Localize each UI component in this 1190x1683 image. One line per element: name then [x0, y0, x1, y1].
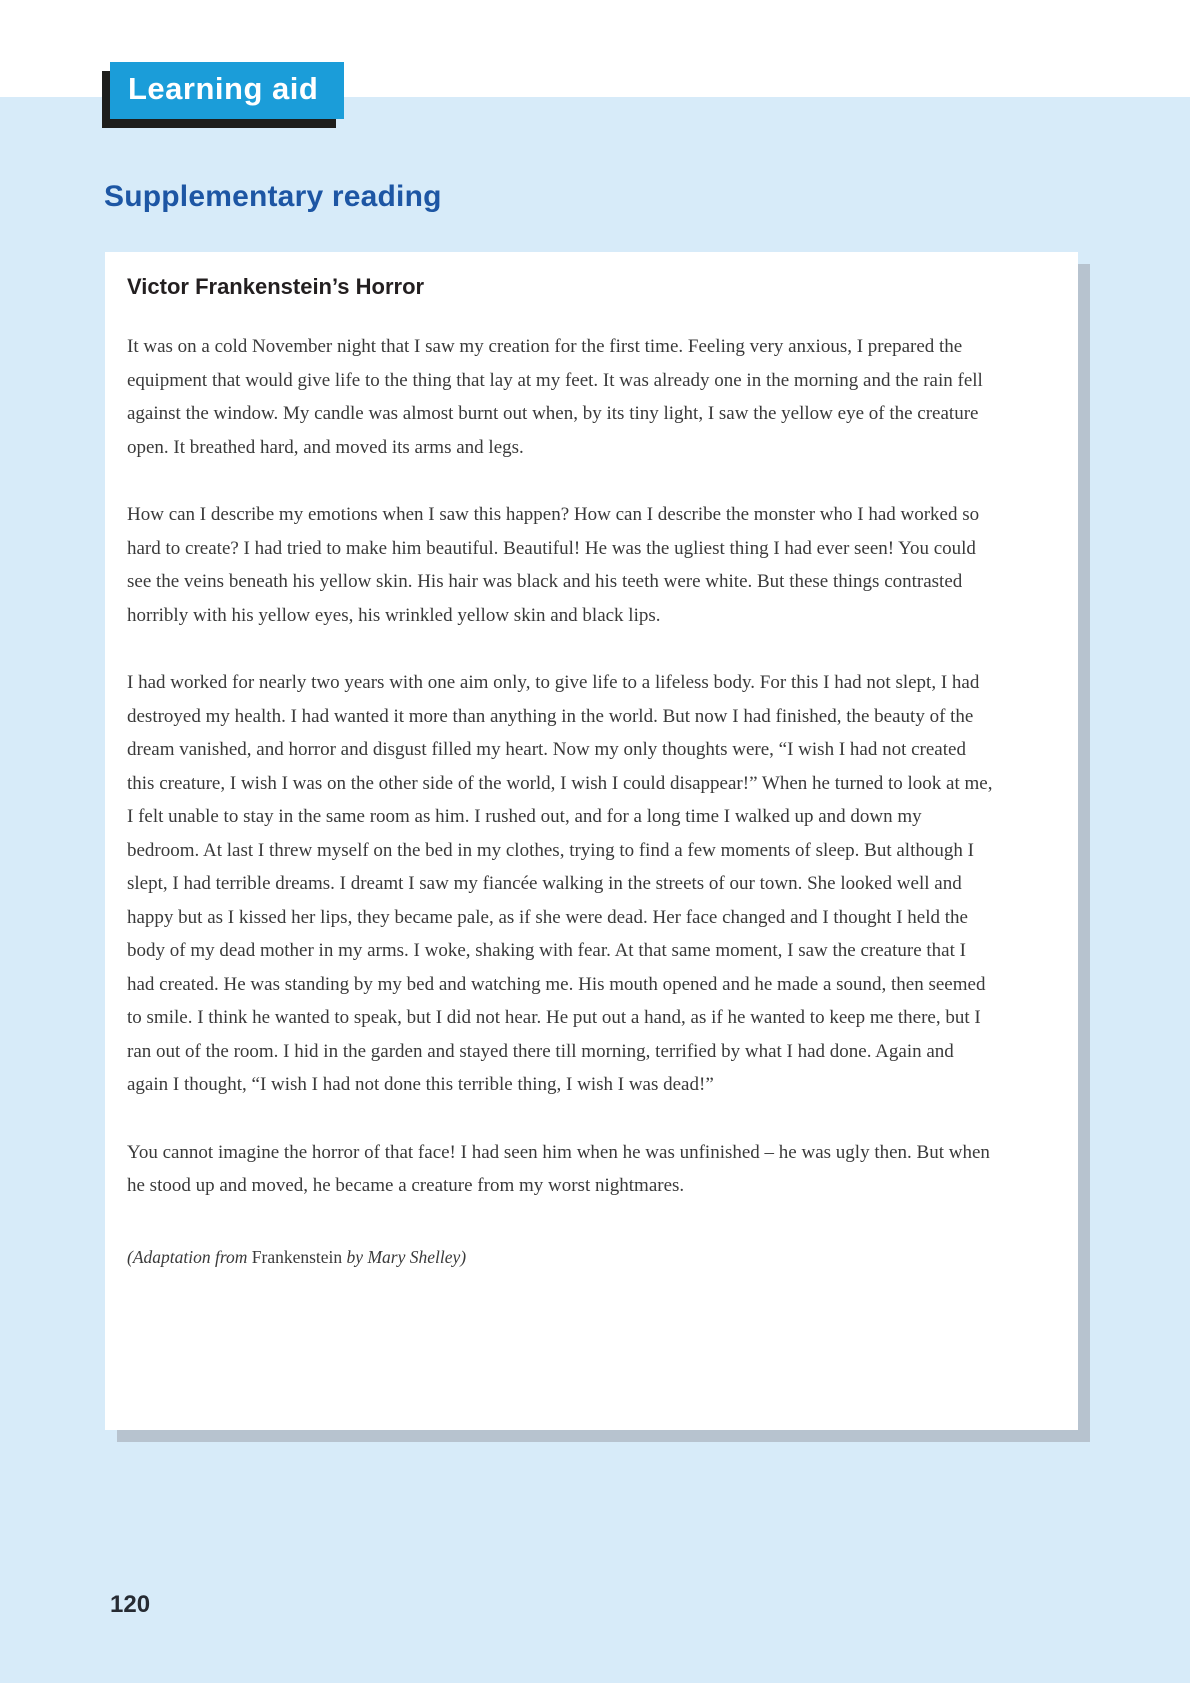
reading-body	[127, 330, 994, 1203]
attribution-suffix: by Mary Shelley)	[342, 1246, 467, 1267]
attribution	[127, 1247, 994, 1268]
section-title: Supplementary reading	[104, 180, 442, 214]
reading-title: Victor Frankenstein’s Horror	[127, 274, 425, 299]
reading-paragraph-3: I had worked for nearly two years with one aim only, to give life to a lifeless body. For this I had not slept, I had destroyed my health. I had wanted it more than anything in the world. But now I had finished, the beauty of the dream vanished, and horror and disgust filled my heart. Now my only thoughts were, “I wish I had not created this creature, I wish I was on the other side of the world, I wish I could disappear!” When he turned to look at me, I felt unable to stay in the same room as him. I rushed out, and for a long time I walked up and down my bedroom. At last I threw myself on the bed in my clothes, trying to find a few moments of sleep. But although I slept, I had terrible dreams. I dreamt I saw my fiancée walking in the streets of our town. She looked well and happy but as I kissed her lips, they became pale, as if she were dead. Her face changed and I thought I held the body of my dead mother in my arms. I woke, shaking with fear. At that same moment, I saw the creature that I had created. He was standing by my bed and watching me. His mouth opened and he made a sound, then seemed to smile. I think he wanted to speak, but I did not hear. He put out a hand, as if he wanted to keep me there, but I ran out of the room. I hid in the garden and stayed there till morning, terrified by what I had done. Again and again I thought, “I wish I had not done this terrible thing, I wish I was dead!”	[127, 672, 993, 1095]
reading-paragraph-1: It was on a cold November night that I saw my creation for the first time. Feeling very anxious, I prepared the equipment that would give life to the thing that lay at my feet. It was already one in the morning and the rain fell against the window. My candle was almost burnt out when, by its tiny light, I saw the yellow eye of the creature open. It breathed hard, and moved its arms and legs.	[127, 336, 983, 458]
attribution-prefix: (Adaptation from	[127, 1246, 252, 1267]
reading-paragraph-4: You cannot imagine the horror of that face! I had seen him when he was unfinished – he was ugly then. But when he stood up and moved, he became a creature from my worst nightmares.	[127, 1141, 990, 1196]
learning-aid-badge-label: Learning aid	[128, 71, 319, 106]
learning-aid-badge	[110, 62, 344, 119]
reading-paragraph-2: How can I describe my emotions when I saw this happen? How can I describe the monster who I had worked so hard to create? I had tried to make him beautiful. Beautiful! He was the ugliest thing I had ever seen! You could see the veins beneath his yellow skin. His hair was black and his teeth were white. But these things contrasted horribly with his yellow eyes, his wrinkled yellow skin and black lips.	[127, 504, 980, 626]
page-number: 120	[110, 1591, 151, 1618]
attribution-work-title: Frankenstein	[251, 1246, 343, 1267]
reading-card	[105, 252, 1078, 1430]
